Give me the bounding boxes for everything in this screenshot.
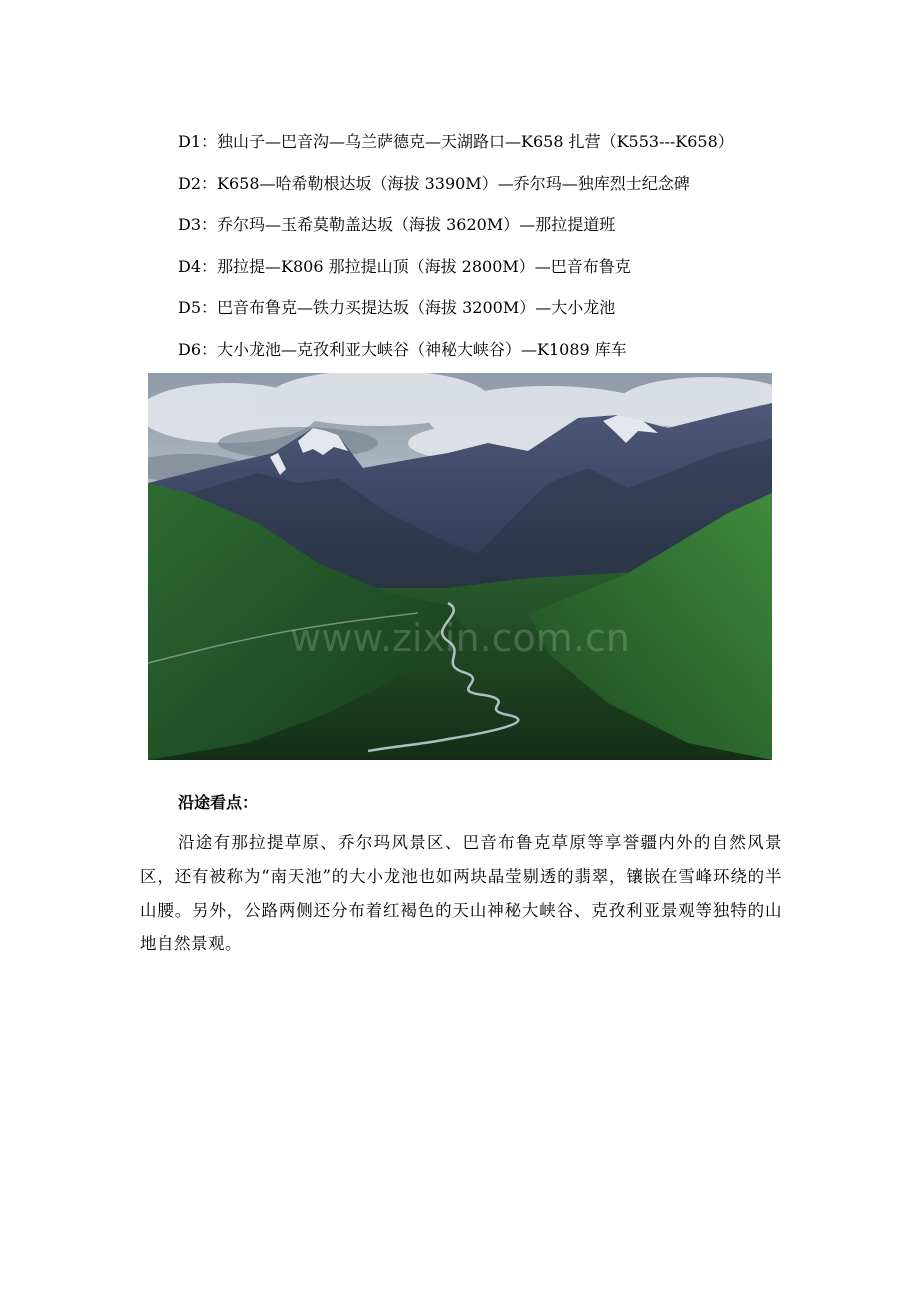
itinerary-day-2: D2：K658—哈希勒根达坂（海拔 3390M）—乔尔玛—独库烈士纪念碑 (178, 173, 690, 193)
itinerary-day-1: D1：独山子—巴音沟—乌兰萨德克—天湖路口—K658 扎营（K553---K658） (178, 132, 734, 151)
itinerary-day-4: D4：那拉提—K806 那拉提山顶（海拔 2800M）—巴音布鲁克 (178, 256, 631, 276)
itinerary-day-6: D6：大小龙池—克孜利亚大峡谷（神秘大峡谷）—K1089 库车 (178, 339, 627, 359)
mountain-valley-illustration (148, 373, 772, 760)
itinerary-day-5: D5：巴音布鲁克—铁力买提达坂（海拔 3200M）—大小龙池 (178, 298, 616, 318)
section-paragraph: 沿途有那拉提草原、乔尔玛风景区、巴音布鲁克草原等享誉疆内外的自然风景区，还有被称为“南天池”的大小龙池也如两块晶莹剔透的翡翠，镶嵌在雪峰环绕的半山腰。另外，公路两侧还分布着红褐色的天山神秘大峡谷、克孜利亚景观等独特的山地自然景观。 (140, 833, 782, 954)
mountain-valley-photo (148, 373, 772, 760)
photo-watermark: www.zixin.com.cn (290, 616, 630, 660)
section-heading: 沿途看点： (178, 793, 259, 812)
itinerary-list (178, 124, 798, 374)
itinerary-day-3: D3：乔尔玛—玉希莫勒盖达坂（海拔 3620M）—那拉提道班 (178, 215, 616, 235)
